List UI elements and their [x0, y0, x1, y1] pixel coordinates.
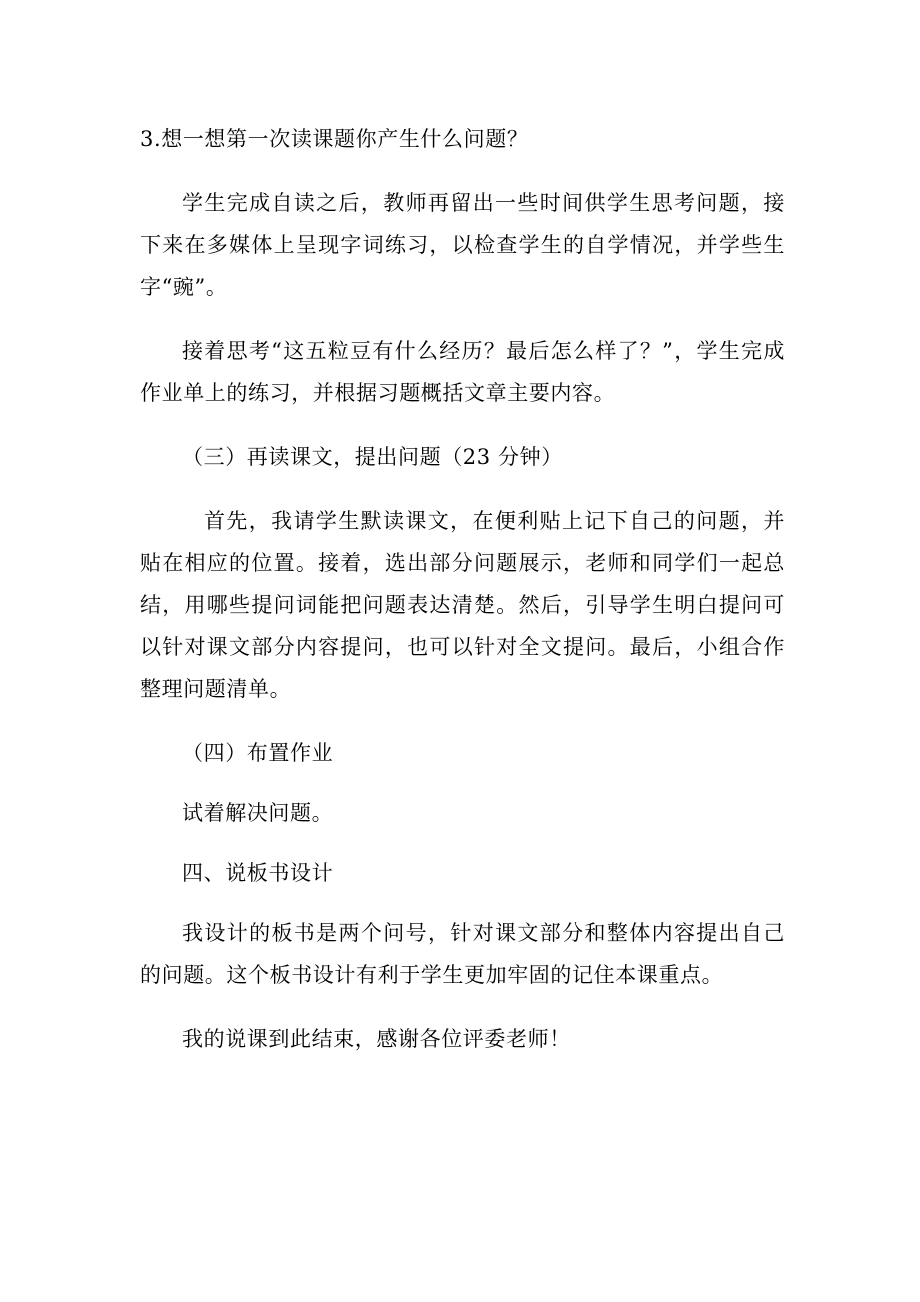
section-heading-homework: （四）布置作业 — [182, 741, 334, 765]
paragraph-homework: 试着解决问题。 — [182, 801, 334, 825]
paragraph-self-reading: 学生完成自读之后，教师再留出一些时间供学生思考问题，接下来在多媒体上呈现字词练习，以检查学生的自学情况，并学些生字“豌”。 — [140, 191, 785, 299]
paragraph-closing: 我的说课到此结束，感谢各位评委老师！ — [182, 1027, 571, 1051]
paragraph-thinking: 接着思考“这五粒豆有什么经历？最后怎么样了？”，学生完成作业单上的练习，并根据习题概括文章主要内容。 — [140, 339, 785, 405]
paragraph-reread-steps: 首先，我请学生默读课文，在便利贴上记下自己的问题，并贴在相应的位置。接着，选出部分问题展示，老师和同学们一起总结，用哪些提问词能把问题表达清楚。然后，引导学生明白提问可以针对课文部分内容提问，也可以针对全文提问。最后，小组合作整理问题清单。 — [140, 509, 785, 701]
document-body — [140, 118, 785, 1060]
paragraph-board-design: 我设计的板书是两个问号，针对课文部分和整体内容提出自己的问题。这个板书设计有利于学生更加牢固的记住本课重点。 — [140, 921, 785, 987]
section-heading-reread: （三）再读课文，提出问题（23 分钟） — [182, 445, 563, 469]
section-heading-board-design: 四、说板书设计 — [182, 861, 334, 885]
question-item-3: 3.想一想第一次读课题你产生什么问题？ — [140, 127, 529, 151]
